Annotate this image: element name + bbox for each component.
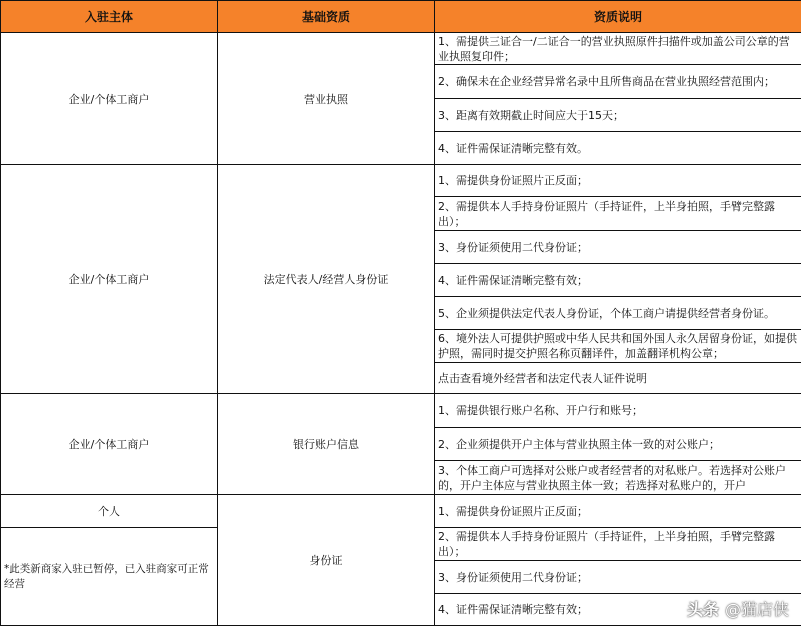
description-item: 3、个体工商户可选择对公账户或者经营者的对私账户。若选择对公账户的，开户主体应与营业执照主体一致；若选择对私账户的，开户 xyxy=(435,461,801,495)
description-item: 4、证件需保证清晰完整有效。 xyxy=(435,132,801,165)
entity-cell: 企业/个体工商户 xyxy=(1,394,218,495)
qualification-cell: 身份证 xyxy=(218,495,435,626)
watermark-handle: @猫店侠 xyxy=(724,600,789,619)
watermark xyxy=(687,597,789,620)
description-item: 1、需提供银行账户名称、开户行和账号； xyxy=(435,394,801,428)
description-item: 2、企业须提供开户主体与营业执照主体一致的对公账户； xyxy=(435,428,801,461)
description-item: 2、需提供本人手持身份证照片（手持证件，上半身拍照，手臂完整露出）； xyxy=(435,528,801,561)
table-row xyxy=(1,165,801,197)
header-qualification: 基础资质 xyxy=(218,1,435,33)
description-item: 3、身份证须使用二代身份证； xyxy=(435,561,801,594)
table-row xyxy=(1,33,801,65)
description-item: 3、距离有效期截止时间应大于15天； xyxy=(435,99,801,132)
description-item: 2、确保未在企业经营异常名录中且所售商品在营业执照经营范围内； xyxy=(435,65,801,99)
entity-cell: 企业/个体工商户 xyxy=(1,165,218,394)
header-entity: 入驻主体 xyxy=(1,1,218,33)
header-description: 资质说明 xyxy=(435,1,801,33)
qualification-cell: 法定代表人/经营人身份证 xyxy=(218,165,435,394)
description-item: 2、需提供本人手持身份证照片（手持证件，上半身拍照，手臂完整露出）； xyxy=(435,197,801,231)
description-item: 1、需提供身份证照片正反面； xyxy=(435,495,801,528)
description-item: 3、身份证须使用二代身份证； xyxy=(435,231,801,264)
description-item: 1、需提供三证合一/二证合一的营业执照原件扫描件或加盖公司公章的营业执照复印件； xyxy=(435,33,801,65)
table-row xyxy=(1,495,801,528)
qualification-cell: 银行账户信息 xyxy=(218,394,435,495)
description-item: 4、证件需保证清晰完整有效； xyxy=(435,594,801,626)
entity-cell: 个人 xyxy=(1,495,218,528)
entity-cell: 企业/个体工商户 xyxy=(1,33,218,165)
foreign-id-link[interactable]: 点击查看境外经营者和法定代表人证件说明 xyxy=(435,363,801,394)
description-item: 4、证件需保证清晰完整有效； xyxy=(435,264,801,297)
description-item: 5、企业须提供法定代表人身份证，个体工商户请提供经营者身份证。 xyxy=(435,297,801,330)
table-header-row xyxy=(1,1,801,33)
description-item: 6、境外法人可提供护照或中华人民共和国外国人永久居留身份证，如提供护照，需同时提交护照名称页翻译件，加盖翻译机构公章； xyxy=(435,330,801,363)
entity-note: *此类新商家入驻已暂停，已入驻商家可正常经营 xyxy=(1,528,218,626)
description-item: 1、需提供身份证照片正反面； xyxy=(435,165,801,197)
table-row xyxy=(1,394,801,428)
qualification-cell: 营业执照 xyxy=(218,33,435,165)
watermark-prefix: 头条 xyxy=(686,600,719,619)
